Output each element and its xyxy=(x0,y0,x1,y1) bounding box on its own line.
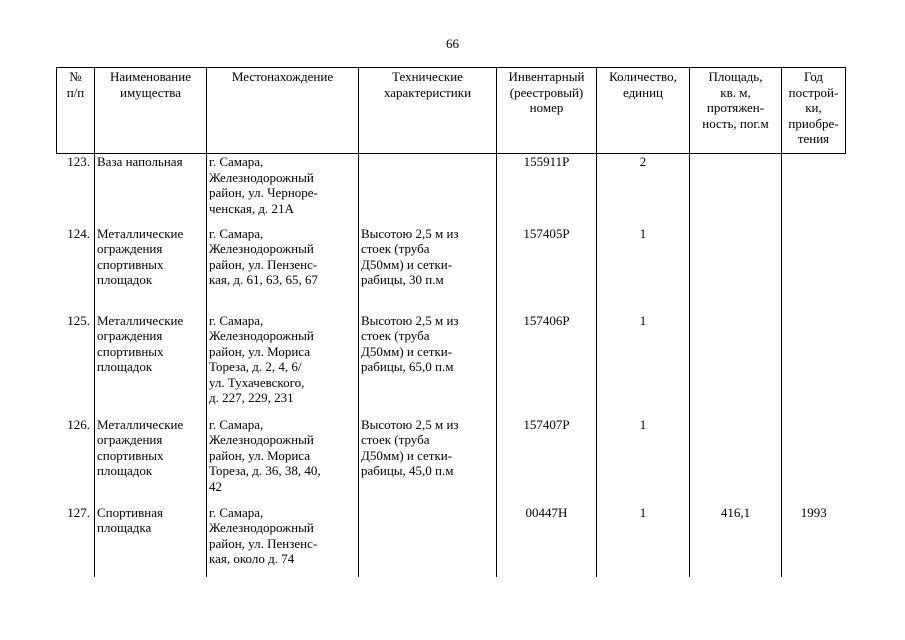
header-number: № п/п xyxy=(57,68,95,154)
row-quantity: 1 xyxy=(597,417,690,505)
row-area: 416,1 xyxy=(690,505,782,577)
row-location: г. Самара, Железнодорожный район, ул. Пензенс- кая, около д. 74 xyxy=(207,505,359,577)
header-year: Год построй- ки, приобре- тения xyxy=(782,68,846,154)
row-specs: Высотою 2,5 м из стоек (труба Д50мм) и сетки- рабицы, 65,0 п.м xyxy=(359,313,497,417)
row-name: Металлические ограждения спортивных площадок xyxy=(95,417,207,505)
row-specs: Высотою 2,5 м из стоек (труба Д50мм) и сетки- рабицы, 30 п.м xyxy=(359,226,497,313)
row-number: 124. xyxy=(67,225,90,241)
row-quantity: 1 xyxy=(597,313,690,417)
header-quantity: Количество, единиц xyxy=(597,68,690,154)
row-number: 125. xyxy=(67,312,90,328)
row-year xyxy=(782,154,846,226)
row-area xyxy=(690,417,782,505)
row-quantity: 2 xyxy=(597,154,690,226)
row-year xyxy=(782,313,846,417)
row-specs: Высотою 2,5 м из стоек (труба Д50мм) и сетки- рабицы, 45,0 п.м xyxy=(359,417,497,505)
table-row xyxy=(57,226,846,313)
header-area: Площадь, кв. м, протяжен- ность, пог.м xyxy=(690,68,782,154)
row-location: г. Самара, Железнодорожный район, ул. Мориса Тореза, д. 2, 4, 6/ ул. Тухачевского, д. 227, 229, 231 xyxy=(207,313,359,417)
row-number: 123. xyxy=(67,154,90,169)
property-register-table xyxy=(56,67,846,577)
row-area xyxy=(690,313,782,417)
table-row xyxy=(57,154,846,226)
row-inventory: 00447Н xyxy=(497,505,597,577)
row-name: Спортивная площадка xyxy=(95,505,207,577)
row-specs xyxy=(359,154,497,226)
row-area xyxy=(690,226,782,313)
row-area xyxy=(690,154,782,226)
row-name: Металлические ограждения спортивных площадок xyxy=(95,313,207,417)
header-row xyxy=(57,68,846,154)
row-year: 1993 xyxy=(782,505,846,577)
row-location: г. Самара, Железнодорожный район, ул. Пензенс- кая, д. 61, 63, 65, 67 xyxy=(207,226,359,313)
row-number: 127. xyxy=(67,504,90,520)
row-name: Металлические ограждения спортивных площадок xyxy=(95,226,207,313)
row-inventory: 155911Р xyxy=(497,154,597,226)
row-location: г. Самара, Железнодорожный район, ул. Мориса Тореза, д. 36, 38, 40, 42 xyxy=(207,417,359,505)
row-number: 126. xyxy=(67,416,90,432)
header-specs: Технические характеристики xyxy=(359,68,497,154)
row-name: Ваза напольная xyxy=(95,154,207,226)
table-row xyxy=(57,313,846,417)
row-specs xyxy=(359,505,497,577)
header-location: Местонахождение xyxy=(207,68,359,154)
table-row xyxy=(57,417,846,505)
row-inventory: 157407Р xyxy=(497,417,597,505)
row-year xyxy=(782,226,846,313)
row-year xyxy=(782,417,846,505)
table-row xyxy=(57,505,846,577)
page-number: 66 xyxy=(446,36,459,51)
header-name: Наименование имущества xyxy=(95,68,207,154)
row-inventory: 157406Р xyxy=(497,313,597,417)
header-inventory: Инвентарный (реестровый) номер xyxy=(497,68,597,154)
row-inventory: 157405Р xyxy=(497,226,597,313)
row-location: г. Самара, Железнодорожный район, ул. Черноре- ченская, д. 21А xyxy=(207,154,359,226)
row-quantity: 1 xyxy=(597,226,690,313)
row-quantity: 1 xyxy=(597,505,690,577)
